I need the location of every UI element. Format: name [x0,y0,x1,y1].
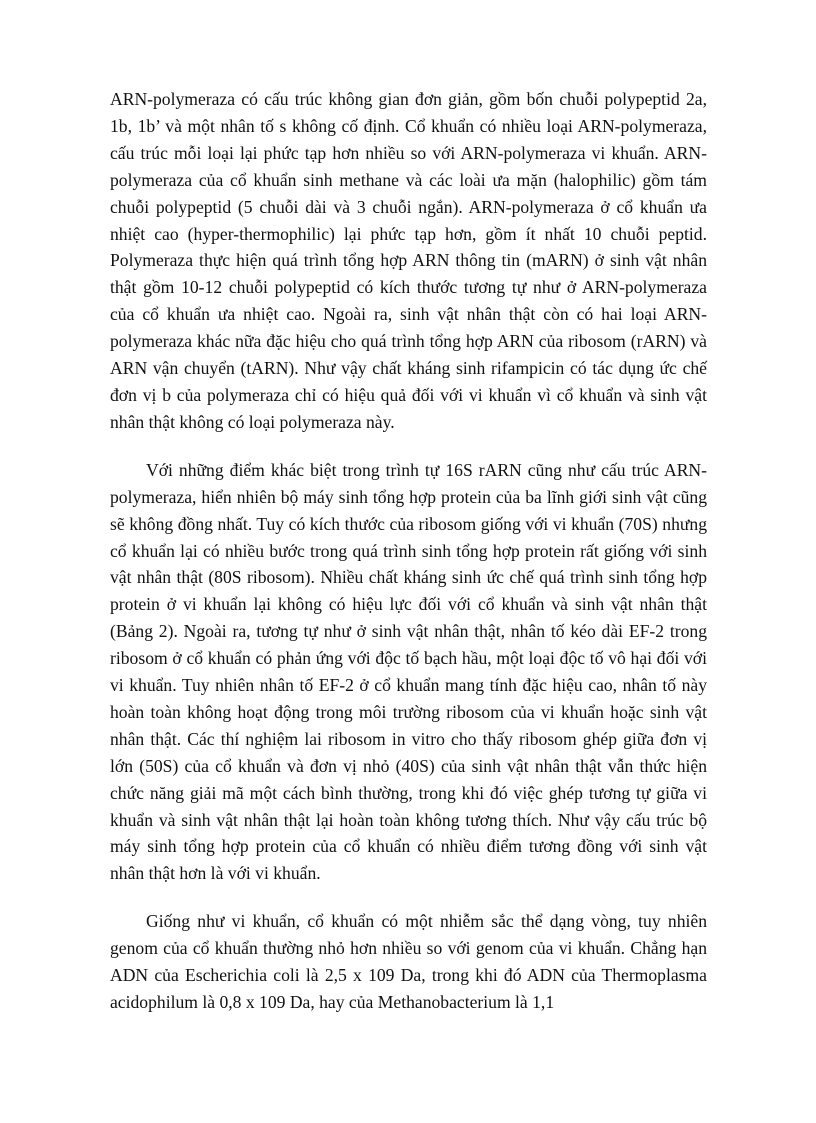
paragraph-genome: Giống như vi khuẩn, cổ khuẩn có một nhiễm sắc thể dạng vòng, tuy nhiên genom của cổ khuẩn thường nhỏ hơn nhiều so với genom của vi khuẩn. Chẳng hạn ADN của Escherichia coli là 2,5 x 109 Da, trong khi đó ADN của Thermoplasma acidophilum là 0,8 x 109 Da, hay của Methanobacterium là 1,1 [110,911,707,1012]
paragraph-protein-synthesis: Với những điểm khác biệt trong trình tự 16S rARN cũng như cấu trúc ARN-polymeraza, hiển nhiên bộ máy sinh tổng hợp protein của ba lĩnh giới sinh vật cũng sẽ không đồng nhất. Tuy có kích thước của ribosom giống với vi khuẩn (70S) nhưng cổ khuẩn lại có nhiều bước trong quá trình sinh tổng hợp protein rất giống với sinh vật nhân thật (80S ribosom). Nhiều chất kháng sinh ức chế quá trình sinh tổng hợp protein ở vi khuẩn lại không có hiệu lực đối với cổ khuẩn và sinh vật nhân thật (Bảng 2). Ngoài ra, tương tự như ở sinh vật nhân thật, nhân tố kéo dài EF-2 trong ribosom ở cổ khuẩn có phản ứng với độc tố bạch hầu, một loại độc tố vô hại đối với vi khuẩn. Tuy nhiên nhân tố EF-2 ở cổ khuẩn mang tính đặc hiệu cao, nhân tố này hoàn toàn không hoạt động trong môi trường ribosom của vi khuẩn hoặc sinh vật nhân thật. Các thí nghiệm lai ribosom in vitro cho thấy ribosom ghép giữa đơn vị lớn (50S) của cổ khuẩn và đơn vị nhỏ (40S) của sinh vật nhân thật vẫn thức hiện chức năng giải mã một cách bình thường, trong khi đó việc ghép tương tự giữa vi khuẩn và sinh vật nhân thật lại hoàn toàn không tương thích. Như vậy cấu trúc bộ máy sinh tổng hợp protein của cổ khuẩn có nhiều điểm tương đồng với sinh vật nhân thật hơn là với vi khuẩn. [110,459,707,884]
body-text [110,86,707,1016]
paragraph-rna-polymerase: ARN-polymeraza có cấu trúc không gian đơn giản, gồm bốn chuỗi polypeptid 2a, 1b, 1b’ và một nhân tố s không cố định. Cổ khuẩn có nhiều loại ARN-polymeraza, cấu trúc mỗi loại lại phức tạp hơn nhiều so với ARN-polymeraza vi khuẩn. ARN-polymeraza của cổ khuẩn sinh methane và các loài ưa mặn (halophilic) gồm tám chuỗi polypeptid (5 chuỗi dài và 3 chuỗi ngắn). ARN-polymeraza ở cổ khuẩn ưa nhiệt cao (hyper-thermophilic) lại phức tạp hơn, gồm ít nhất 10 chuỗi peptid. Polymeraza thực hiện quá trình tổng hợp ARN thông tin (mARN) ở sinh vật nhân thật gồm 10-12 chuỗi polypeptid có kích thước tương tự như ở ARN-polymeraza của cổ khuẩn ưa nhiệt cao. Ngoài ra, sinh vật nhân thật còn có hai loại ARN-polymeraza khác nữa đặc hiệu cho quá trình tổng hợp ARN của ribosom (rARN) và ARN vận chuyển (tARN). Như vậy chất kháng sinh rifampicin có tác dụng ức chế đơn vị b của polymeraza chỉ có hiệu quả đối với vi khuẩn vì cổ khuẩn và sinh vật nhân thật không có loại polymeraza này. [110,89,707,432]
